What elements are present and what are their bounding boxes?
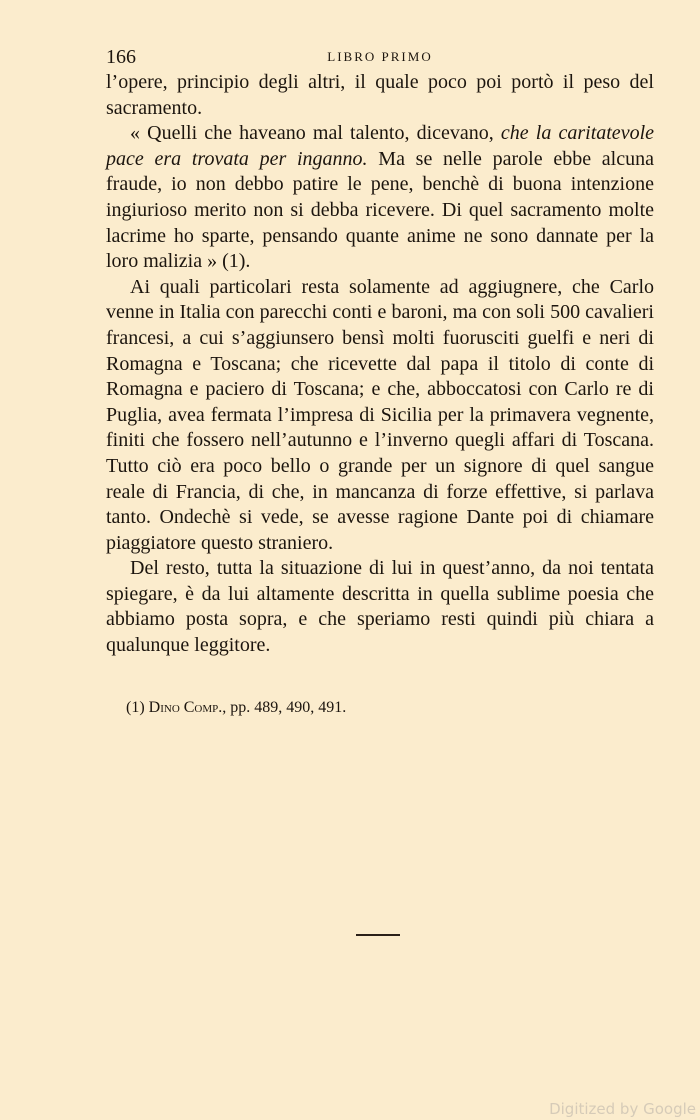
footnote-mark: (1)	[126, 698, 145, 716]
quotation-italic: che la caritatevole pace era trovata per inganno.	[106, 122, 654, 170]
book-page	[106, 44, 654, 719]
footnote	[106, 697, 654, 719]
page-number: 166	[106, 46, 136, 68]
page-header	[106, 44, 654, 70]
quotation-end: Ma se nelle parole ebbe alcuna fraude, io non debbo patire le pene, benchè di buona intenzione ingiurioso merito non si debba ricevere. Di quel sacramento molte lacrime ho sparte, pensando quante anime ne sono dannate per la loro malizia » (1).	[106, 147, 654, 273]
footnote-author: Dino Comp.	[148, 698, 223, 716]
paragraph-quotation	[106, 121, 654, 275]
paragraph-conclusion: Del resto, tutta la situazione di lui in quest’anno, da noi tentata spiegare, è da lui altamente descritta in quella sublime poesia che abbiamo posta sopra, e che speriamo resti quindi più chiara a qualunque leggitore.	[106, 557, 654, 657]
footnote-pages: , pp. 489, 490, 491.	[222, 698, 347, 716]
quotation-start: « Quelli che haveano mal talento, dicevano,	[130, 122, 501, 145]
paragraph-continuation: l’opere, principio degli altri, il quale poco poi portò il peso del sacramento.	[106, 71, 654, 119]
digitizer-watermark: Digitized by Google	[549, 1100, 696, 1118]
body-text	[106, 70, 654, 659]
end-rule	[356, 934, 400, 936]
paragraph-carlo: Ai quali particolari resta solamente ad aggiugnere, che Carlo venne in Italia con parecchi conti e baroni, ma con soli 500 cavalieri francesi, a cui s’aggiunsero bensì molti fuorusciti guelfi e neri di Romagna e Toscana; che ricevette dal papa il titolo di conte di Romagna e paciero di Toscana; e che, abboccatosi con Carlo re di Puglia, avea fermata l’impresa di Sicilia per la primavera vegnente, finiti che fossero nell’autunno e l’inverno quegli affari di Toscana. Tutto ciò era poco bello o grande per un signore di quel sangue reale di Francia, di che, in mancanza di forze effettive, si parlava tanto. Ondechè si vede, se avesse ragione Dante poi di chiamare piaggiatore questo straniero.	[106, 275, 654, 554]
running-title: LIBRO PRIMO	[327, 49, 433, 64]
